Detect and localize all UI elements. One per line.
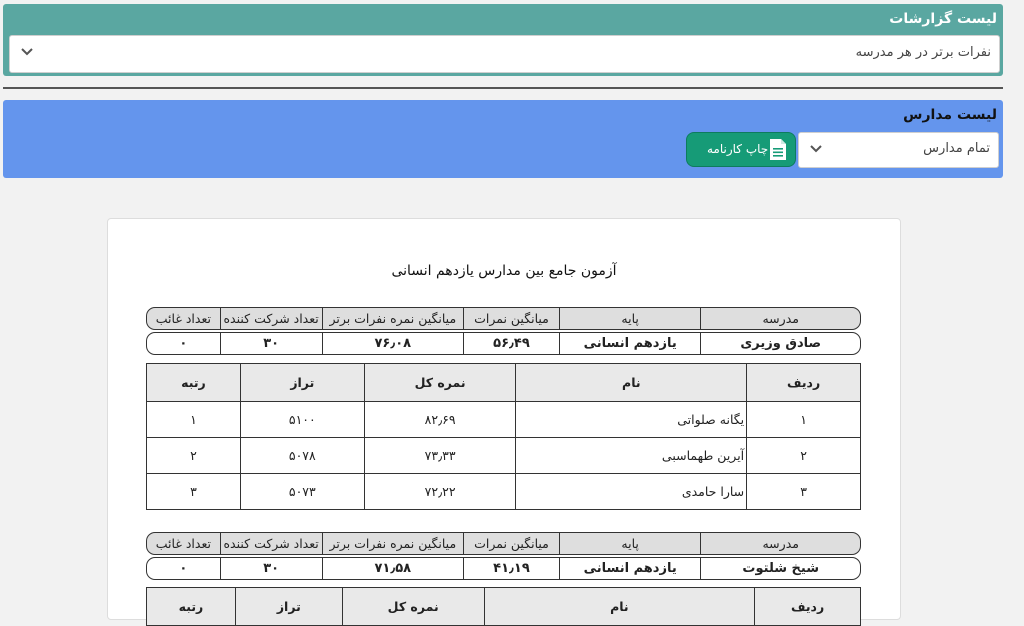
summary-top-avg: ۷۶٫۰۸	[322, 333, 464, 354]
cell-total-score: ۷۳٫۳۳	[364, 438, 516, 474]
col-header-total-score: نمره کل	[364, 364, 516, 402]
summary-header-participants: تعداد شرکت کننده	[220, 308, 322, 329]
top-students-table	[146, 587, 861, 626]
summary-header-school: مدرسه	[700, 308, 860, 329]
summary-absent: ۰	[179, 561, 188, 576]
chevron-down-icon	[809, 143, 823, 155]
col-header-row-number: ردیف	[747, 364, 861, 402]
summary-participants: ۳۰	[220, 558, 322, 579]
reports-select[interactable]	[9, 35, 1000, 73]
schools-panel	[3, 100, 1003, 178]
summary-value-row	[146, 557, 861, 580]
print-button-label: چاپ کارنامه	[707, 142, 769, 156]
cell-row-number: ۲	[747, 438, 861, 474]
cell-taraz: ۵۰۷۳	[240, 474, 364, 510]
table-row	[147, 438, 861, 474]
cell-total-score: ۸۲٫۶۹	[364, 402, 516, 438]
table-header-row	[147, 364, 861, 402]
summary-header-row	[146, 307, 861, 330]
schools-select[interactable]	[798, 132, 999, 168]
summary-value-row	[146, 332, 861, 355]
summary-header-absent: تعداد غائب	[155, 311, 211, 326]
summary-header-avg: میانگین نمرات	[463, 308, 559, 329]
summary-grade: یازدهم انسانی	[559, 333, 701, 354]
table-row	[147, 474, 861, 510]
col-header-taraz: تراز	[240, 364, 364, 402]
summary-avg: ۴۱٫۱۹	[463, 558, 559, 579]
summary-header-top-avg: میانگین نمره نفرات برتر	[322, 308, 464, 329]
col-header-rank: رتبه	[147, 588, 236, 626]
summary-header-top-avg: میانگین نمره نفرات برتر	[322, 533, 464, 554]
summary-header-grade: پایه	[559, 308, 701, 329]
print-report-card-button[interactable]	[686, 132, 796, 167]
school-summary-table	[146, 307, 861, 355]
summary-grade: یازدهم انسانی	[559, 558, 701, 579]
cell-rank: ۳	[147, 474, 241, 510]
schools-panel-title: لیست مدارس	[903, 107, 997, 123]
reports-panel-title: لیست گزارشات	[889, 11, 997, 27]
summary-header-absent: تعداد غائب	[155, 536, 211, 551]
summary-school: صادق وزیری	[700, 333, 860, 354]
divider	[3, 87, 1003, 89]
summary-absent: ۰	[179, 336, 188, 351]
col-header-total-score: نمره کل	[342, 588, 484, 626]
summary-header-avg: میانگین نمرات	[463, 533, 559, 554]
schools-select-value: تمام مدارس	[923, 141, 990, 156]
col-header-row-number: ردیف	[755, 588, 861, 626]
summary-school: شیخ شلتوت	[700, 558, 860, 579]
cell-rank: ۱	[147, 402, 241, 438]
cell-name: یگانه صلواتی	[516, 402, 747, 438]
summary-header-school: مدرسه	[700, 533, 860, 554]
reports-select-value: نفرات برتر در هر مدرسه	[855, 45, 991, 60]
table-row	[147, 402, 861, 438]
summary-avg: ۵۶٫۴۹	[463, 333, 559, 354]
top-students-table	[146, 363, 861, 510]
document-icon	[769, 138, 787, 161]
school-summary-table	[146, 532, 861, 580]
cell-taraz: ۵۰۷۸	[240, 438, 364, 474]
col-header-rank: رتبه	[147, 364, 241, 402]
summary-top-avg: ۷۱٫۵۸	[322, 558, 464, 579]
cell-row-number: ۱	[747, 402, 861, 438]
cell-name: آیرین طهماسبی	[516, 438, 747, 474]
col-header-taraz: تراز	[235, 588, 342, 626]
col-header-name: نام	[484, 588, 755, 626]
cell-taraz: ۵۱۰۰	[240, 402, 364, 438]
reports-panel	[3, 4, 1003, 76]
chevron-down-icon	[20, 46, 34, 58]
cell-row-number: ۳	[747, 474, 861, 510]
cell-name: سارا حامدی	[516, 474, 747, 510]
cell-rank: ۲	[147, 438, 241, 474]
table-header-row	[147, 588, 861, 626]
summary-header-row	[146, 532, 861, 555]
report-title: آزمون جامع بین مدارس یازدهم انسانی	[391, 263, 617, 279]
summary-header-participants: تعداد شرکت کننده	[220, 533, 322, 554]
report-card	[107, 218, 901, 620]
summary-participants: ۳۰	[220, 333, 322, 354]
cell-total-score: ۷۲٫۲۲	[364, 474, 516, 510]
col-header-name: نام	[516, 364, 747, 402]
summary-header-grade: پایه	[559, 533, 701, 554]
